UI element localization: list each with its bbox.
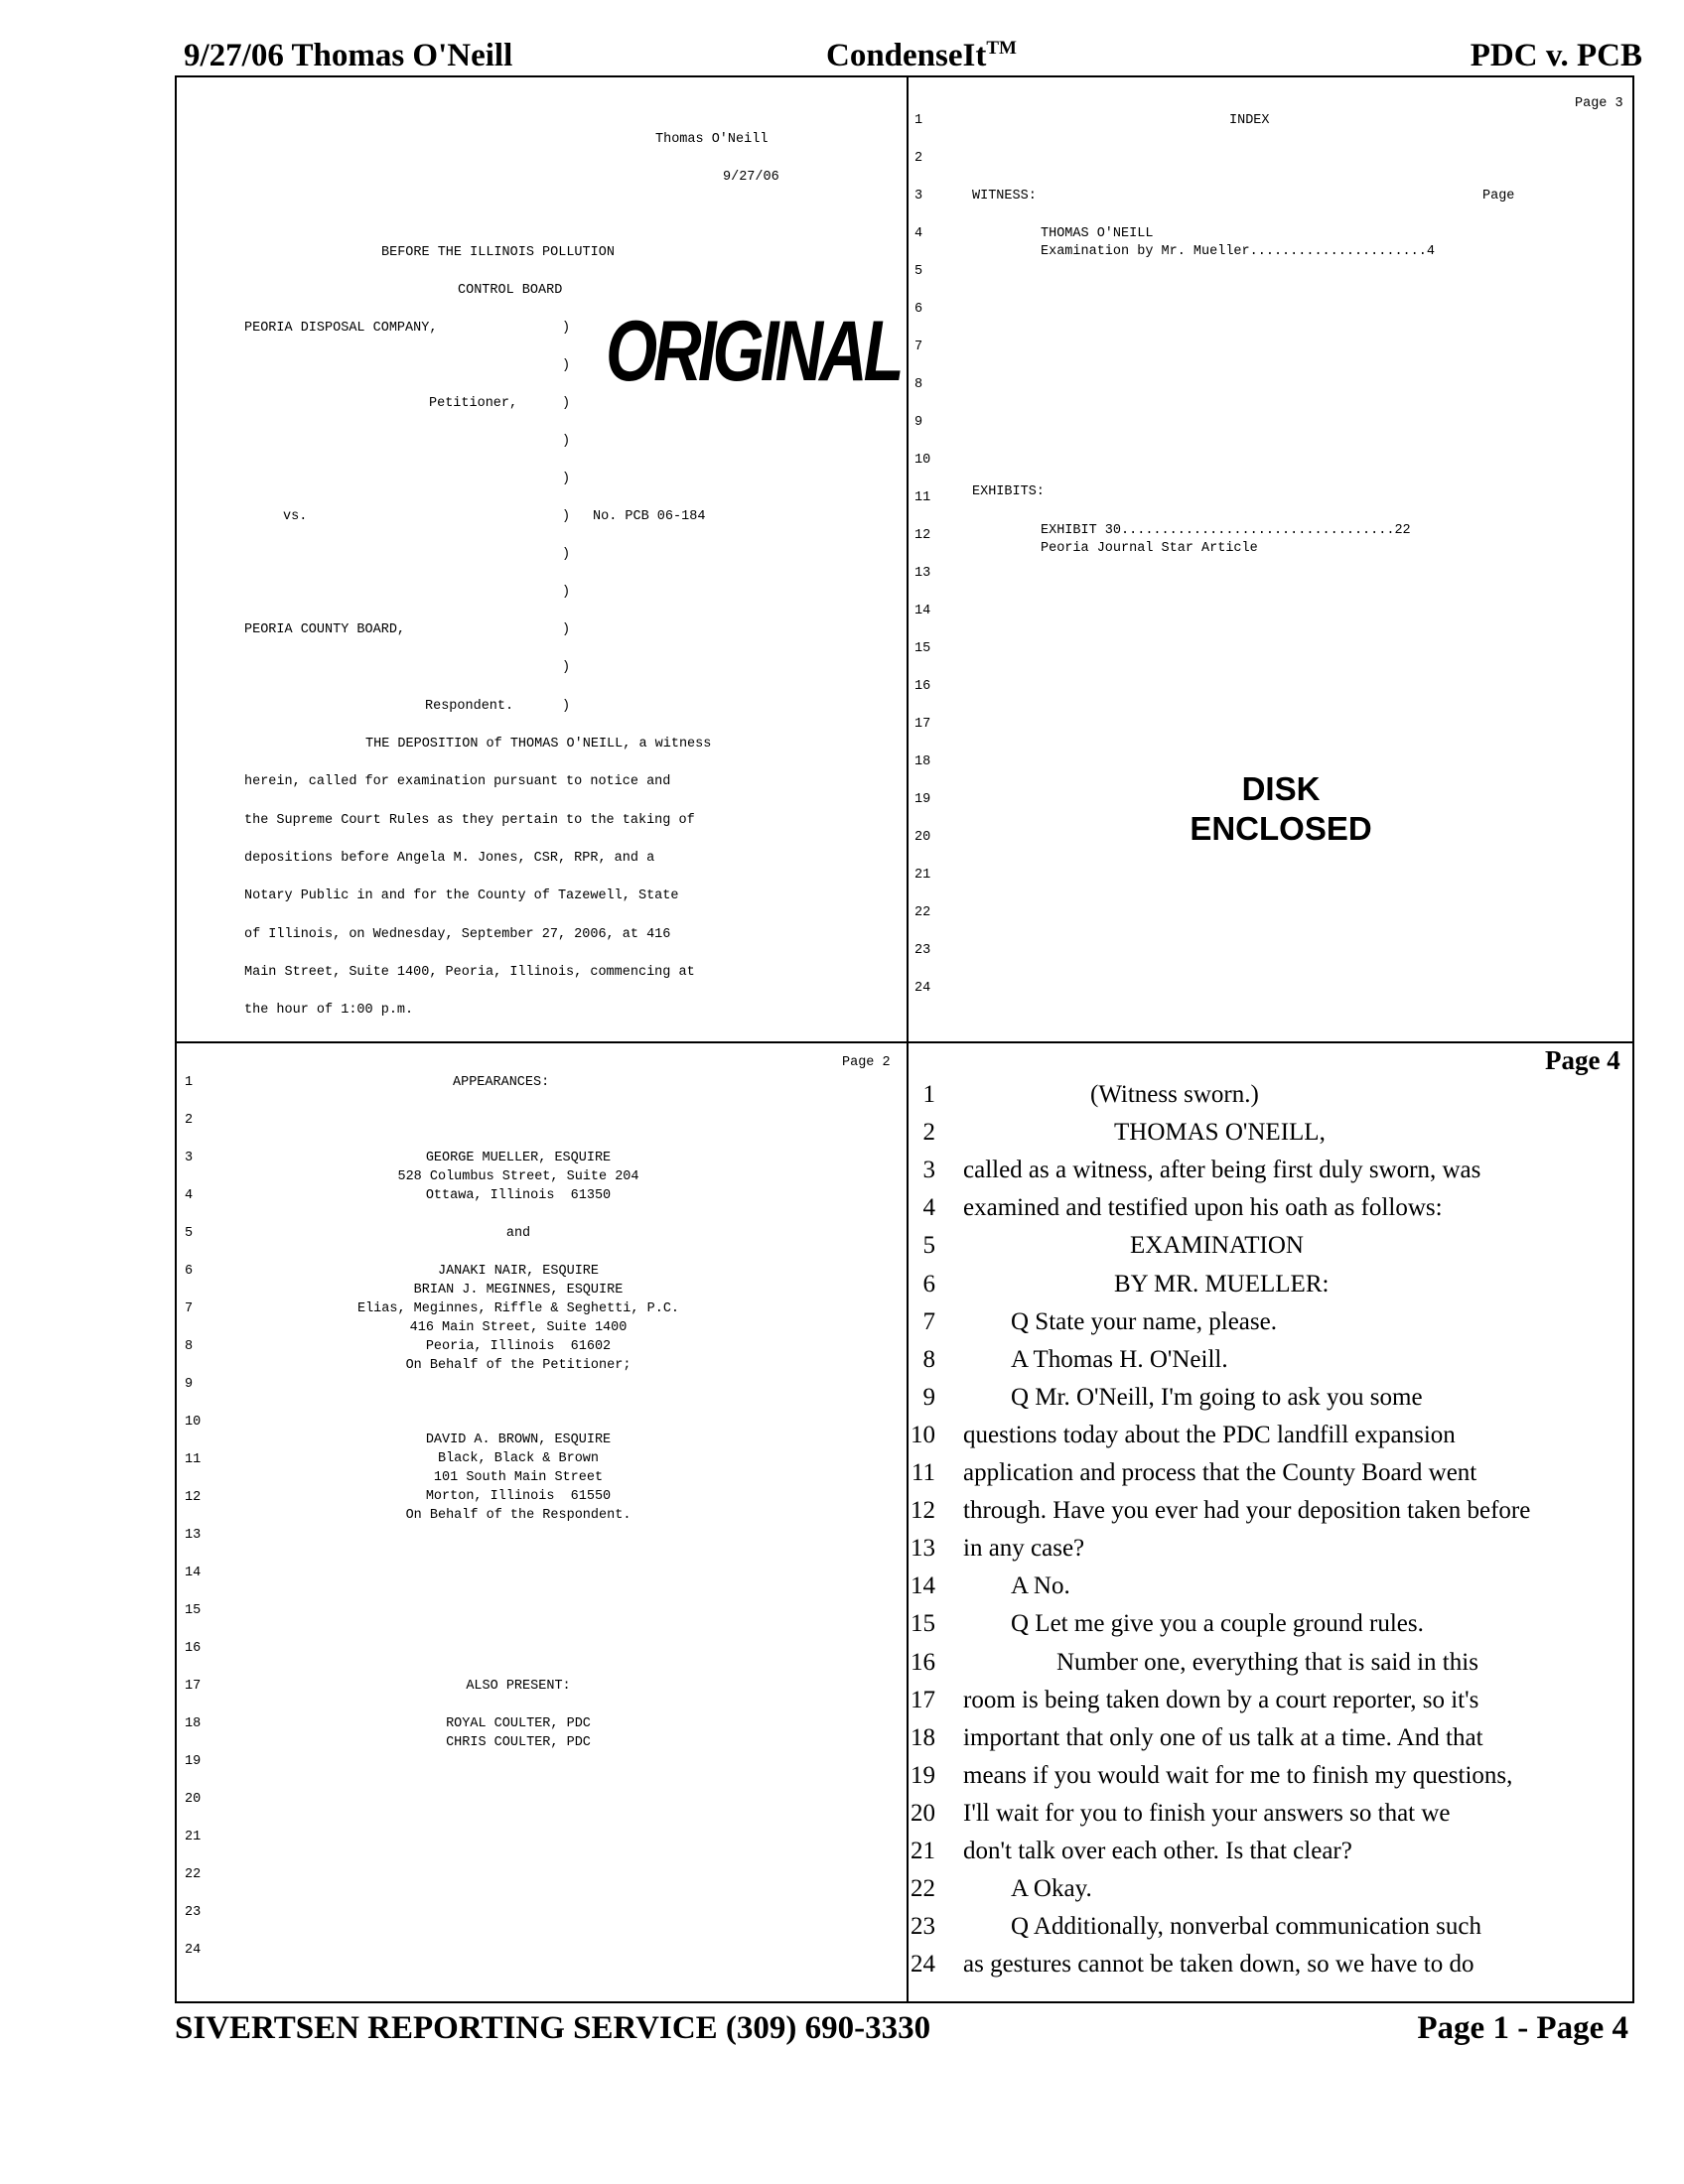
line-number: 5 xyxy=(914,264,923,279)
header-center-text: CondenseIt xyxy=(826,38,987,73)
line-number: 17 xyxy=(185,1679,202,1694)
line-number: 1 xyxy=(922,1081,935,1108)
testimony-line: (Witness sworn.) xyxy=(1090,1081,1259,1108)
deposition-body-line: THE DEPOSITION of THOMAS O'NEILL, a witness xyxy=(365,737,712,751)
line-number: 11 xyxy=(914,490,931,505)
caption-paren: ) xyxy=(562,585,571,600)
line-number: 3 xyxy=(914,189,923,204)
line-number: 2 xyxy=(922,1119,935,1147)
testimony-line: as gestures cannot be taken down, so we have to do xyxy=(963,1951,1474,1979)
line-number: 23 xyxy=(911,1913,935,1941)
line-number: 24 xyxy=(185,1943,202,1958)
line-number: 6 xyxy=(922,1270,935,1297)
testimony-line: examined and testified upon his oath as follows: xyxy=(963,1194,1443,1222)
respondent-counsel-line: 101 South Main Street xyxy=(433,1470,604,1485)
line-number: 18 xyxy=(914,754,931,769)
respondent-name: PEORIA COUNTY BOARD, xyxy=(244,622,406,637)
footer-left: SIVERTSEN REPORTING SERVICE (309) 690-3330 xyxy=(175,2010,931,2046)
respondent-counsel-line: DAVID A. BROWN, ESQUIRE xyxy=(425,1433,612,1447)
line-number: 10 xyxy=(914,453,931,468)
line-number: 4 xyxy=(922,1194,935,1222)
line-number: 5 xyxy=(185,1226,194,1241)
page-column-label: Page xyxy=(1482,189,1515,204)
line-number: 9 xyxy=(914,415,923,430)
line-number: 19 xyxy=(911,1761,935,1789)
petitioner-role: Petitioner, xyxy=(429,396,518,411)
line-number: 2 xyxy=(914,151,923,166)
trademark-mark: TM xyxy=(986,38,1017,59)
petitioner-counsel-line: 416 Main Street, Suite 1400 xyxy=(409,1320,628,1335)
index-examination: Examination by Mr. Mueller......................4 xyxy=(1041,244,1435,259)
line-number: 23 xyxy=(185,1905,202,1920)
testimony-line: A No. xyxy=(1011,1572,1070,1600)
petitioner-counsel-line: Peoria, Illinois 61602 xyxy=(425,1339,612,1354)
line-number: 20 xyxy=(914,830,931,845)
vertical-divider xyxy=(907,75,909,2003)
deposition-body-line: herein, called for examination pursuant to notice and xyxy=(244,774,671,790)
testimony-line: BY MR. MUELLER: xyxy=(1114,1270,1330,1297)
line-number: 4 xyxy=(914,226,923,241)
testimony-line: EXAMINATION xyxy=(1130,1232,1304,1260)
testimony-line: don't talk over each other. Is that clear? xyxy=(963,1838,1352,1864)
line-number: 5 xyxy=(922,1232,935,1260)
disk-stamp-line-1: DISK xyxy=(1241,770,1321,807)
deposition-body-line: Main Street, Suite 1400, Peoria, Illinois, commencing at xyxy=(244,964,695,980)
line-number: 13 xyxy=(911,1535,935,1563)
testimony-line: through. Have you ever had your deposition taken before xyxy=(963,1497,1531,1525)
petitioner-counsel-line: On Behalf of the Petitioner; xyxy=(405,1358,632,1373)
header-left: 9/27/06 Thomas O'Neill xyxy=(184,38,513,73)
page-frame xyxy=(175,75,1634,2003)
horizontal-divider xyxy=(175,1041,1634,1043)
testimony-line: important that only one of us talk at a time. And that xyxy=(963,1723,1483,1751)
petitioner-name: PEORIA DISPOSAL COMPANY, xyxy=(244,321,438,336)
exhibit-description: Peoria Journal Star Article xyxy=(1041,541,1258,556)
counsel-mueller-line: GEORGE MUELLER, ESQUIRE xyxy=(425,1151,612,1165)
disk-enclosed-stamp xyxy=(1132,769,1430,849)
present-person-line: ROYAL COULTER, PDC xyxy=(446,1716,591,1731)
line-number: 12 xyxy=(185,1490,202,1505)
caption-date: 9/27/06 xyxy=(723,170,779,185)
line-number: 22 xyxy=(914,905,931,920)
respondent-counsel-line: Morton, Illinois 61550 xyxy=(425,1489,612,1504)
present-person-line: CHRIS COULTER, PDC xyxy=(446,1735,591,1750)
page-4-label: Page 4 xyxy=(1545,1045,1620,1075)
caption-paren: ) xyxy=(562,434,571,449)
line-number: 14 xyxy=(914,604,931,618)
line-number: 13 xyxy=(914,566,931,581)
line-number: 1 xyxy=(185,1075,194,1090)
testimony-line: Number one, everything that is said in this xyxy=(1056,1648,1478,1676)
caption-paren: ) xyxy=(562,699,571,714)
counsel-mueller-line: Ottawa, Illinois 61350 xyxy=(425,1188,612,1203)
line-number: 24 xyxy=(914,981,931,996)
line-number: 11 xyxy=(911,1459,935,1486)
exhibits-label: EXHIBITS: xyxy=(972,484,1045,499)
testimony-line: A Okay. xyxy=(1011,1875,1092,1903)
caption-paren: ) xyxy=(562,472,571,486)
caption-paren: ) xyxy=(562,660,571,675)
and-text: and xyxy=(505,1226,531,1241)
line-number: 19 xyxy=(914,792,931,807)
deposition-body-line: Notary Public in and for the County of Tazewell, State xyxy=(244,888,679,904)
deposition-body-line: depositions before Angela M. Jones, CSR, RPR, and a xyxy=(244,850,655,866)
line-number: 9 xyxy=(185,1377,194,1392)
line-number: 6 xyxy=(185,1264,194,1279)
header-right: PDC v. PCB xyxy=(1470,38,1642,73)
line-number: 10 xyxy=(185,1415,202,1430)
testimony-line: questions today about the PDC landfill expansion xyxy=(963,1421,1456,1448)
deposition-body-line: the hour of 1:00 p.m. xyxy=(244,1003,414,1019)
line-number: 16 xyxy=(185,1641,202,1656)
line-number: 2 xyxy=(185,1113,194,1128)
line-number: 15 xyxy=(911,1610,935,1638)
header-center xyxy=(826,38,1017,74)
line-number: 9 xyxy=(922,1383,935,1411)
line-number: 17 xyxy=(911,1686,935,1713)
caption-paren: ) xyxy=(562,321,571,336)
page-3-label: Page 3 xyxy=(1575,96,1623,111)
testimony-line: means if you would wait for me to finish my questions, xyxy=(963,1761,1513,1789)
line-number: 15 xyxy=(185,1603,202,1618)
line-number: 16 xyxy=(914,679,931,694)
line-number: 7 xyxy=(922,1307,935,1335)
board-line-1: BEFORE THE ILLINOIS POLLUTION xyxy=(381,245,615,260)
counsel-mueller-line: 528 Columbus Street, Suite 204 xyxy=(397,1169,639,1184)
line-number: 15 xyxy=(914,641,931,656)
testimony-line: Q Let me give you a couple ground rules. xyxy=(1011,1610,1424,1638)
line-number: 13 xyxy=(185,1528,202,1543)
footer-right: Page 1 - Page 4 xyxy=(1417,2010,1628,2046)
petitioner-counsel-line: JANAKI NAIR, ESQUIRE xyxy=(437,1264,600,1279)
line-number: 18 xyxy=(185,1716,202,1731)
petitioner-counsel-line: BRIAN J. MEGINNES, ESQUIRE xyxy=(413,1283,624,1297)
line-number: 8 xyxy=(914,377,923,392)
line-number: 14 xyxy=(185,1566,202,1580)
original-stamp: ORIGINAL xyxy=(606,304,901,399)
index-witness-name: THOMAS O'NEILL xyxy=(1041,226,1154,241)
line-number: 21 xyxy=(911,1838,935,1864)
line-number: 20 xyxy=(911,1799,935,1827)
caption-paren: ) xyxy=(562,396,571,411)
line-number: 24 xyxy=(911,1951,935,1979)
exhibit-30: EXHIBIT 30..................................22 xyxy=(1041,523,1411,538)
deposition-body-line: the Supreme Court Rules as they pertain to the taking of xyxy=(244,812,695,828)
caption-paren: ) xyxy=(562,622,571,637)
line-number: 7 xyxy=(185,1301,194,1316)
testimony-line: in any case? xyxy=(963,1535,1085,1563)
testimony-line: room is being taken down by a court reporter, so it's xyxy=(963,1686,1479,1713)
line-number: 16 xyxy=(911,1648,935,1676)
also-present-label: ALSO PRESENT: xyxy=(466,1679,571,1694)
line-number: 20 xyxy=(185,1792,202,1807)
testimony-line: THOMAS O'NEILL, xyxy=(1114,1119,1326,1147)
witness-label: WITNESS: xyxy=(972,189,1037,204)
line-number: 14 xyxy=(911,1572,935,1600)
line-number: 19 xyxy=(185,1754,202,1769)
line-number: 22 xyxy=(185,1867,202,1882)
line-number: 12 xyxy=(914,528,931,543)
line-number: 7 xyxy=(914,340,923,354)
testimony-line: I'll wait for you to finish your answers so that we xyxy=(963,1799,1451,1827)
respondent-counsel-line: Black, Black & Brown xyxy=(437,1451,600,1466)
line-number: 4 xyxy=(185,1188,194,1203)
line-number: 8 xyxy=(185,1339,194,1354)
line-number: 22 xyxy=(911,1875,935,1903)
caption-witness-name: Thomas O'Neill xyxy=(655,132,769,147)
line-number: 10 xyxy=(911,1421,935,1448)
disk-stamp-line-2: ENCLOSED xyxy=(1190,810,1372,847)
caption-paren: ) xyxy=(562,509,571,524)
testimony-line: Q Mr. O'Neill, I'm going to ask you some xyxy=(1011,1383,1423,1411)
appearances-title: APPEARANCES: xyxy=(453,1075,550,1090)
line-number: 18 xyxy=(911,1723,935,1751)
respondent-counsel-line: On Behalf of the Respondent. xyxy=(405,1508,632,1523)
line-number: 8 xyxy=(922,1345,935,1373)
index-title: INDEX xyxy=(1229,113,1270,128)
line-number: 17 xyxy=(914,717,931,732)
line-number: 12 xyxy=(911,1497,935,1525)
line-number: 23 xyxy=(914,943,931,958)
testimony-line: called as a witness, after being first duly sworn, was xyxy=(963,1157,1481,1184)
testimony-line: application and process that the County Board went xyxy=(963,1459,1477,1486)
line-number: 6 xyxy=(914,302,923,317)
caption-paren: ) xyxy=(562,547,571,562)
case-number: No. PCB 06-184 xyxy=(593,509,706,524)
deposition-body-line: of Illinois, on Wednesday, September 27, 2006, at 416 xyxy=(244,926,671,942)
line-number: 1 xyxy=(914,113,923,128)
respondent-role: Respondent. xyxy=(425,699,514,714)
versus: vs. xyxy=(283,509,308,524)
petitioner-counsel-line: Elias, Meginnes, Riffle & Seghetti, P.C. xyxy=(356,1301,680,1316)
testimony-line: Q State your name, please. xyxy=(1011,1307,1277,1335)
board-line-2: CONTROL BOARD xyxy=(458,283,563,298)
line-number: 3 xyxy=(185,1151,194,1165)
line-number: 21 xyxy=(185,1830,202,1844)
line-number: 21 xyxy=(914,868,931,883)
testimony-line: A Thomas H. O'Neill. xyxy=(1011,1345,1228,1373)
line-number: 3 xyxy=(922,1157,935,1184)
caption-paren: ) xyxy=(562,358,571,373)
page-2-label: Page 2 xyxy=(842,1055,891,1070)
line-number: 11 xyxy=(185,1452,202,1467)
testimony-line: Q Additionally, nonverbal communication such xyxy=(1011,1913,1481,1941)
